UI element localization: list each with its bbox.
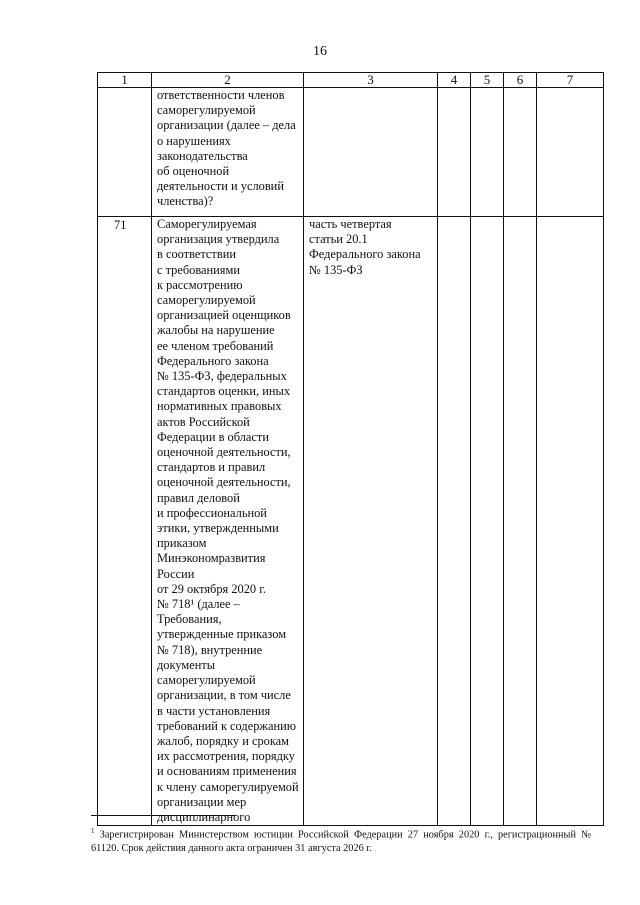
text-line: организации, в том числе [157, 688, 291, 703]
text-line: Федерации в области [157, 429, 269, 444]
text-line: нормативных правовых [157, 399, 282, 414]
text-line: приказом [157, 536, 207, 551]
text-line: об оценочной [157, 164, 230, 179]
header-col-7: 7 [537, 73, 604, 88]
footnote [91, 824, 591, 856]
text-line: жалоб, порядку и срокам [157, 733, 290, 748]
footnote-mark: 1 [91, 827, 95, 835]
text-line: стандартов и правил [157, 460, 266, 475]
cell-col-6 [504, 88, 537, 217]
text-line: правил деловой [157, 490, 240, 505]
text-line: Саморегулируемая [157, 217, 257, 231]
table-row-continued [98, 88, 604, 217]
text-line: часть четвертая [309, 217, 392, 231]
question-text [152, 88, 303, 210]
text-line: ее членом требований [157, 338, 274, 353]
question-text [152, 217, 303, 825]
table-row-71 [98, 217, 604, 826]
row-number: 71 [114, 218, 127, 232]
cell-num [98, 88, 152, 217]
cell-col-6 [504, 217, 537, 826]
text-line: жалобы на нарушение [157, 323, 275, 338]
text-line: их рассмотрения, порядку [157, 749, 295, 764]
text-line: в части установления [157, 703, 271, 718]
text-line: саморегулируемой [157, 103, 256, 118]
cell-question [152, 217, 304, 826]
text-line: Федерального закона [157, 353, 269, 368]
text-line: России [157, 566, 195, 581]
header-col-4: 4 [438, 73, 471, 88]
cell-col-7 [537, 217, 604, 826]
reference-text [304, 217, 437, 278]
text-line: № 135-ФЗ [309, 262, 363, 277]
text-line: саморегулируемой [157, 293, 256, 308]
text-line: и профессиональной [157, 505, 267, 520]
text-line: актов Российской [157, 414, 250, 429]
header-col-5: 5 [471, 73, 504, 88]
text-line: организации (далее – дела [157, 118, 296, 133]
checklist-table [97, 72, 604, 826]
text-line: этики, утвержденными [157, 521, 279, 536]
text-line: оценочной деятельности, [157, 445, 291, 460]
cell-num [98, 217, 152, 826]
text-line: оценочной деятельности, [157, 475, 291, 490]
text-line: стандартов оценки, иных [157, 384, 291, 399]
text-line: организация утвердила [157, 232, 280, 247]
cell-col-4 [438, 217, 471, 826]
text-line: к рассмотрению [157, 277, 243, 292]
text-line: дисциплинарного [157, 809, 251, 824]
text-line: утвержденные приказом [157, 627, 287, 642]
cell-col-4 [438, 88, 471, 217]
text-line: в соответствии [157, 247, 236, 262]
page-number: 16 [313, 44, 327, 59]
text-line: № 718), внутренние [157, 642, 263, 657]
cell-col-5 [471, 88, 504, 217]
text-line: Федерального закона [309, 247, 421, 262]
text-line: Минэкономразвития [157, 551, 266, 566]
cell-reference [304, 217, 438, 826]
cell-reference [304, 88, 438, 217]
text-line: саморегулируемой [157, 673, 256, 688]
text-line: от 29 октября 2020 г. [157, 581, 266, 596]
text-line: № 718¹ (далее – [157, 597, 240, 612]
cell-col-5 [471, 217, 504, 826]
header-col-2: 2 [152, 73, 304, 88]
text-line: к члену саморегулируемой [157, 779, 299, 794]
cell-col-7 [537, 88, 604, 217]
header-col-6: 6 [504, 73, 537, 88]
text-line: организации мер [157, 794, 247, 809]
text-line: законодательства [157, 148, 248, 163]
header-col-1: 1 [98, 73, 152, 88]
text-line: с требованиями [157, 262, 240, 277]
text-line: ответственности членов [157, 88, 285, 102]
cell-question [152, 88, 304, 217]
text-line: статьи 20.1 [309, 232, 368, 247]
text-line: и основаниям применения [157, 764, 297, 779]
text-line: о нарушениях [157, 133, 231, 148]
header-col-3: 3 [304, 73, 438, 88]
text-line: документы [157, 657, 216, 672]
text-line: требований к содержанию [157, 718, 296, 733]
text-line: деятельности и условий [157, 179, 284, 194]
text-line: Требования, [157, 612, 222, 627]
footnote-divider [91, 815, 236, 816]
text-line: № 135-ФЗ, федеральных [157, 369, 287, 384]
text-line: организацией оценщиков [157, 308, 291, 323]
table-header-row [98, 73, 604, 88]
text-line: членства)? [157, 194, 214, 209]
footnote-text: Зарегистрирован Министерством юстиции Российской Федерации 27 ноября 2020 г., регистрационный № 61120. Срок действия данного акта ограничен 31 августа 2026 г. [91, 829, 591, 855]
